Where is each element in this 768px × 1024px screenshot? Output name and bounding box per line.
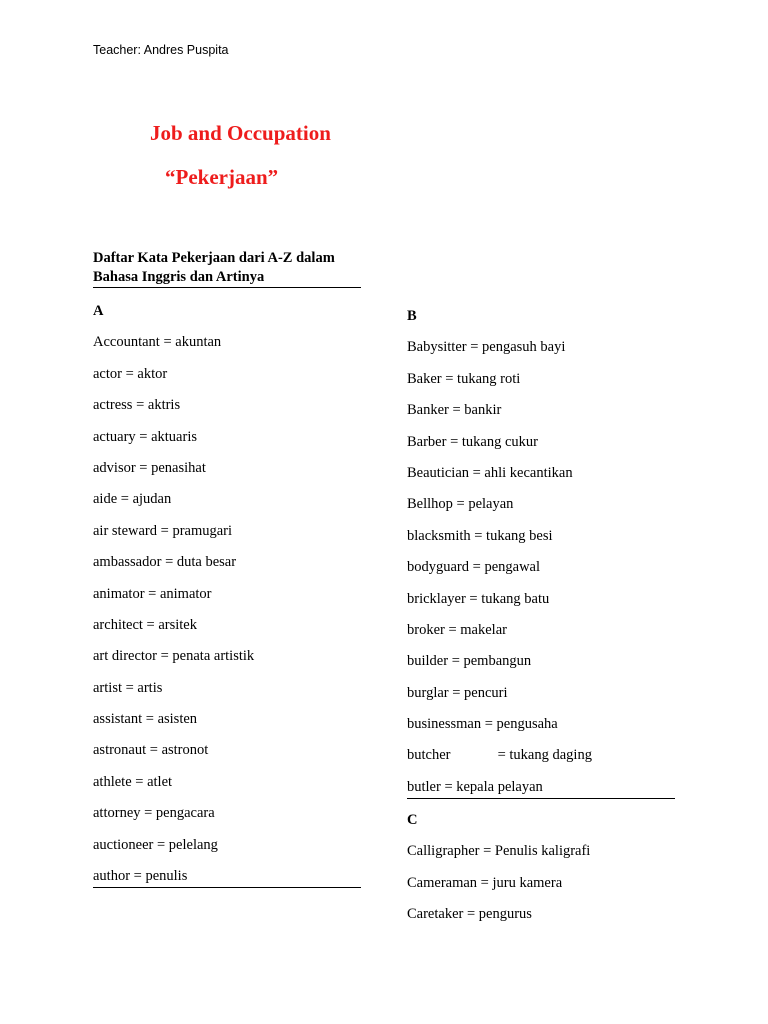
vocab-entry: actor = aktor — [93, 365, 168, 382]
page-title: Job and Occupation — [150, 121, 331, 145]
vocab-entry: broker = makelar — [407, 621, 507, 638]
vocab-entry: burglar = pencuri — [407, 684, 508, 701]
vocab-entry: Barber = tukang cukur — [407, 433, 538, 450]
vocab-entry: builder = pembangun — [407, 653, 532, 670]
teacher-name: Teacher: Andres Puspita — [93, 43, 229, 57]
vocab-entry: bricklayer = tukang batu — [407, 590, 550, 607]
vocab-entry: butler = kepala pelayan — [407, 778, 675, 799]
vocab-entry: ambassador = duta besar — [93, 554, 237, 571]
vocab-entry: athlete = atlet — [93, 773, 173, 790]
letter-heading-b: B — [407, 308, 417, 324]
vocab-entry: art director = penata artistik — [93, 648, 255, 665]
vocab-entry: Beautician = ahli kecantikan — [407, 464, 573, 481]
vocab-entry: actress = aktris — [93, 397, 181, 414]
vocab-entry: Caretaker = pengurus — [407, 906, 532, 923]
letter-heading-a: A — [93, 303, 104, 319]
vocab-entry: assistant = asisten — [93, 711, 198, 728]
column-letter-c — [407, 811, 675, 937]
vocab-entry: attorney = pengacara — [93, 805, 215, 822]
vocab-entry: Baker = tukang roti — [407, 370, 521, 387]
vocab-entry: auctioneer = pelelang — [93, 836, 218, 853]
vocab-entry: air steward = pramugari — [93, 522, 233, 539]
section-heading-line-2: Bahasa Inggris dan Artinya — [93, 269, 265, 285]
vocab-entry: bodyguard = pengawal — [407, 559, 540, 576]
vocab-entry: Babysitter = pengasuh bayi — [407, 339, 566, 356]
vocab-entry: Cameraman = juru kamera — [407, 874, 563, 891]
vocab-entry: Calligrapher = Penulis kaligrafi — [407, 843, 591, 860]
vocab-entry: Bellhop = pelayan — [407, 496, 514, 513]
vocab-entry: butcher = tukang daging — [407, 747, 592, 764]
column-letter-a — [93, 302, 361, 888]
section-heading-line-1: Daftar Kata Pekerjaan dari A-Z dalam — [93, 250, 335, 266]
vocab-entry: advisor = penasihat — [93, 459, 206, 476]
vocab-entry: architect = arsitek — [93, 616, 197, 633]
vocab-entry: Accountant = akuntan — [93, 334, 222, 351]
vocab-entry: animator = animator — [93, 585, 212, 602]
vocab-entry: author = penulis — [93, 867, 361, 888]
page-subtitle: “Pekerjaan” — [165, 165, 279, 189]
letter-heading-c: C — [407, 812, 418, 828]
vocab-entry: businessman = pengusaha — [407, 716, 558, 733]
vocab-entry: aide = ajudan — [93, 491, 172, 508]
vocab-entry: actuary = aktuaris — [93, 428, 197, 445]
vocab-entry: artist = artis — [93, 679, 163, 696]
vocab-entry: astronaut = astronot — [93, 742, 209, 759]
vocab-entry: blacksmith = tukang besi — [407, 527, 553, 544]
vocab-entry: Banker = bankir — [407, 402, 502, 419]
column-letter-b — [407, 307, 675, 799]
section-heading — [93, 249, 361, 288]
